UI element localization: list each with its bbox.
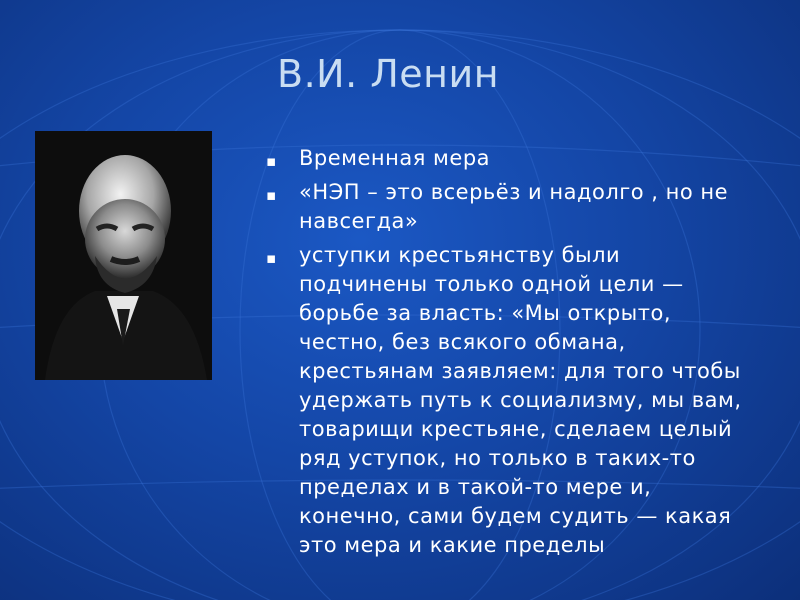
bullet-text: Временная мера [299,146,491,170]
bullet-icon: ▪ [266,249,277,267]
bullet-icon: ▪ [266,186,277,204]
bullet-text: уступки крестьянству были подчинены только одной цели — борьбе за власть: «Мы открыто, честно, без всякого обмана, крестьянам заявляем: для того чтобы удержать путь к социализму, мы вам, товарищи крестьяне, сделаем целый ряд уступок, но только в таких-то пределах и в такой-то мере и, конечно, сами будем судить — какая это мера и какие пределы [299,243,742,557]
portrait-photo [35,131,212,380]
bullet-icon: ▪ [266,152,277,170]
slide-title: В.И. Ленин [277,52,500,96]
list-item [266,144,786,173]
bullet-text: «НЭП – это всерьёз и надолго , но не навсегда» [299,180,729,233]
list-item [266,178,754,236]
list-item [266,241,754,560]
bullet-list [266,144,786,565]
